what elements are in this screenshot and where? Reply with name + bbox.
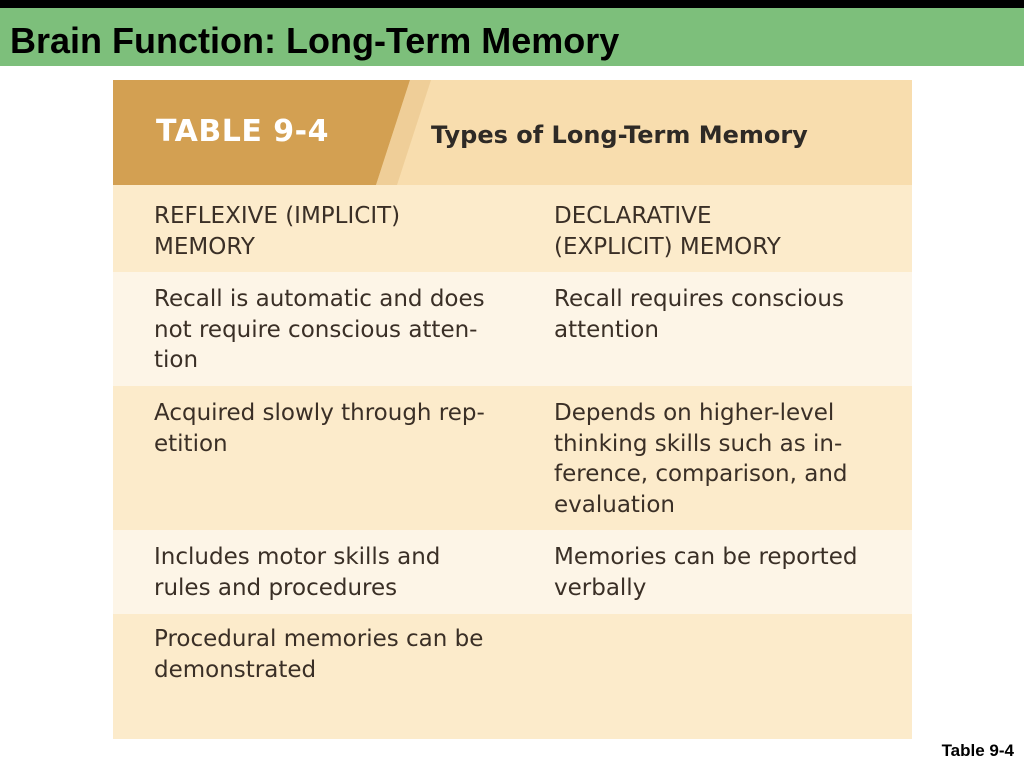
explicit-cell: Depends on higher-level thinking skills such as in- ference, comparison, and evaluation [554, 400, 848, 518]
table-caption: Types of Long-Term Memory [431, 121, 808, 149]
implicit-cell: Recall is automatic and does not require conscious atten- tion [154, 286, 485, 373]
column-header-row [113, 185, 912, 272]
memory-types-table [113, 80, 912, 739]
table-header [113, 80, 912, 185]
table-row [113, 272, 912, 386]
table-row [113, 614, 912, 739]
explicit-cell: Recall requires conscious attention [554, 286, 844, 343]
table-number: TABLE 9-4 [156, 114, 329, 149]
title-bar [0, 8, 1024, 66]
column-header-implicit: REFLEXIVE (IMPLICIT) MEMORY [154, 203, 401, 260]
table-row [113, 530, 912, 614]
implicit-cell: Includes motor skills and rules and procedures [154, 544, 441, 601]
column-header-explicit: DECLARATIVE (EXPLICIT) MEMORY [554, 203, 781, 260]
implicit-cell: Procedural memories can be demonstrated [154, 626, 484, 683]
table-reference-label: Table 9-4 [941, 741, 1014, 760]
explicit-cell: Memories can be reported verbally [554, 544, 858, 601]
top-rule [0, 0, 1024, 8]
slide-title: Brain Function: Long-Term Memory [10, 20, 620, 61]
implicit-cell: Acquired slowly through rep- etition [154, 400, 485, 457]
table-row [113, 386, 912, 530]
